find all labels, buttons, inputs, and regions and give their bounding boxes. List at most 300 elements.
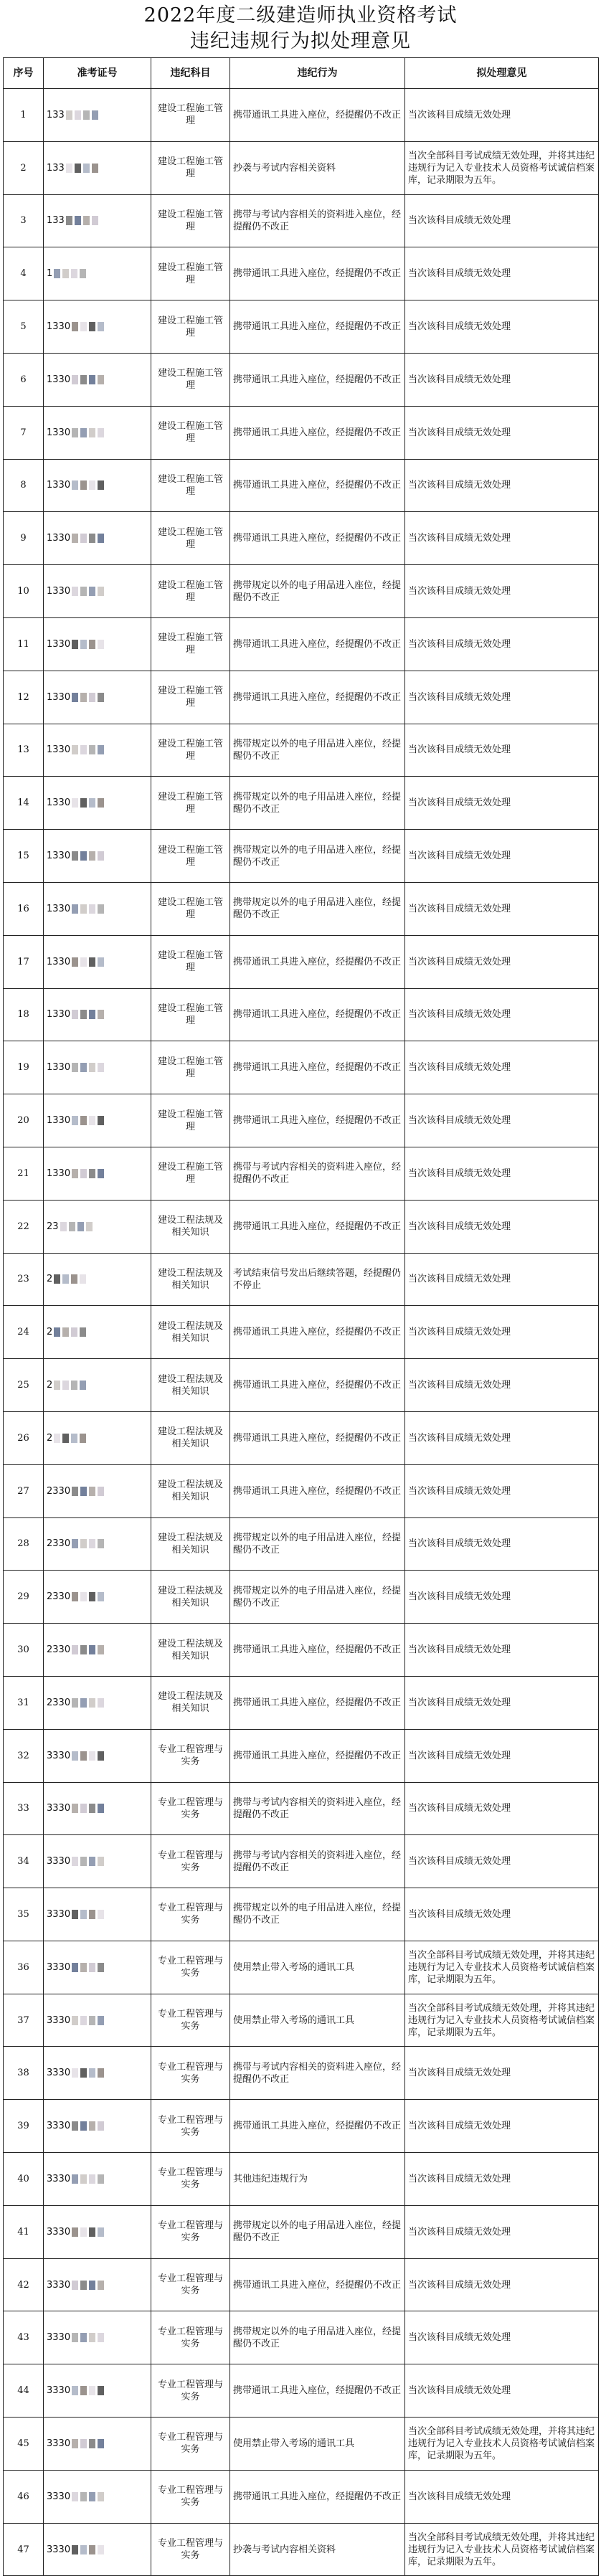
redaction-mask [72,956,106,968]
redaction-block [72,428,78,437]
redaction-block [89,1592,95,1601]
cell-subject: 建设工程法规及相关知识 [151,1253,230,1306]
cell-opinion: 当次该科目成绩无效处理 [405,1147,599,1200]
cell-no: 9 [4,512,44,565]
cell-subject: 建设工程法规及相关知识 [151,1200,230,1253]
redaction-block [80,2174,87,2184]
redaction-block [89,2281,95,2290]
cell-subject: 建设工程施工管理 [151,406,230,459]
exam-id-text: 2330 [47,1644,71,1655]
cell-behavior: 携带通讯工具进入座位，经提醒仍不改正 [230,1306,405,1359]
cell-no: 42 [4,2258,44,2311]
exam-id-text: 1330 [47,533,71,544]
redaction-block [72,798,78,808]
cell-subject: 建设工程法规及相关知识 [151,1676,230,1729]
redaction-mask [72,1802,106,1814]
cell-subject: 建设工程施工管理 [151,988,230,1041]
redaction-block [89,2386,95,2395]
redaction-block [80,1804,87,1813]
cell-behavior: 携带通讯工具进入座位，经提醒仍不改正 [230,988,405,1041]
redaction-mask [60,1221,95,1233]
redaction-block [66,164,72,173]
redaction-block [80,2068,87,2078]
redaction-block [80,1751,87,1761]
cell-opinion: 当次该科目成绩无效处理 [405,830,599,883]
exam-id-text: 2330 [47,1697,71,1708]
cell-behavior: 携带与考试内容相关的资料进入座位，经提醒仍不改正 [230,2047,405,2100]
table-row [4,1359,599,1412]
cell-no: 39 [4,2100,44,2153]
cell-exam-id [44,1782,151,1835]
cell-exam-id [44,300,151,354]
redaction-block [80,534,87,543]
exam-id-text: 1330 [47,903,71,914]
cell-behavior: 携带通讯工具进入座位，经提醒仍不改正 [230,1200,405,1253]
cell-no: 21 [4,1147,44,1200]
cell-exam-id [44,1306,151,1359]
cell-opinion: 当次该科目成绩无效处理 [405,1253,599,1306]
redaction-block [80,1010,87,1019]
cell-exam-id [44,2100,151,2153]
cell-exam-id [44,459,151,512]
redaction-mask [54,1432,88,1444]
table-row [4,2205,599,2258]
exam-id-text: 3330 [47,2014,71,2026]
redaction-mask [72,1538,106,1550]
cell-opinion: 当次该科目成绩无效处理 [405,512,599,565]
cell-no: 46 [4,2470,44,2523]
cell-no: 17 [4,935,44,988]
cell-behavior: 携带通讯工具进入座位，经提醒仍不改正 [230,935,405,988]
cell-behavior: 携带通讯工具进入座位，经提醒仍不改正 [230,89,405,142]
redaction-mask [72,321,106,333]
redaction-block [80,1539,87,1548]
cell-exam-id [44,1094,151,1147]
redaction-block [80,798,87,808]
redaction-block [72,1116,78,1125]
cell-no: 35 [4,1888,44,1941]
redaction-block [89,1751,95,1761]
redaction-block [89,1010,95,1019]
table-row [4,777,599,830]
redaction-block [62,1381,69,1390]
cell-subject: 建设工程施工管理 [151,565,230,618]
redaction-mask [72,2067,106,2079]
cell-no: 33 [4,1782,44,1835]
cell-no: 47 [4,2523,44,2576]
cell-no: 15 [4,830,44,883]
cell-no: 5 [4,300,44,354]
cell-no: 14 [4,777,44,830]
redaction-block [80,693,87,702]
redaction-block [72,1804,78,1813]
cell-no: 6 [4,353,44,406]
cell-subject: 建设工程施工管理 [151,459,230,512]
cell-behavior: 携带与考试内容相关的资料进入座位，经提醒仍不改正 [230,1782,405,1835]
cell-exam-id [44,1676,151,1729]
cell-exam-id [44,2418,151,2471]
redaction-block [72,1169,78,1178]
cell-behavior: 携带规定以外的电子用品进入座位，经提醒仍不改正 [230,565,405,618]
cell-opinion: 当次该科目成绩无效处理 [405,1464,599,1517]
cell-opinion: 当次该科目成绩无效处理 [405,247,599,300]
exam-id-text: 1330 [47,1009,71,1021]
redaction-block [80,480,87,490]
redaction-mask [54,267,88,280]
cell-opinion: 当次该科目成绩无效处理 [405,1888,599,1941]
cell-no: 37 [4,1994,44,2047]
cell-behavior: 使用禁止带入考场的通讯工具 [230,2418,405,2471]
cell-exam-id [44,724,151,777]
cell-subject: 建设工程施工管理 [151,882,230,935]
cell-behavior: 携带通讯工具进入座位，经提醒仍不改正 [230,2470,405,2523]
redaction-block [80,2121,87,2131]
redaction-block [98,851,104,861]
cell-subject: 专业工程管理与实务 [151,2258,230,2311]
redaction-mask [72,1114,106,1127]
exam-id-text: 1330 [47,427,71,438]
redaction-block [80,2016,87,2025]
redaction-block [72,2068,78,2078]
redaction-block [98,428,104,437]
cell-opinion: 当次该科目成绩无效处理 [405,89,599,142]
redaction-block [98,1592,104,1601]
table-row [4,1571,599,1624]
redaction-block [72,1539,78,1548]
cell-opinion: 当次全部科目考试成绩无效处理，并将其违纪违规行为记入专业技术人员资格考试诚信档案库，记录期限为五年。 [405,1941,599,1994]
cell-opinion: 当次该科目成绩无效处理 [405,1411,599,1464]
redaction-mask [72,1168,106,1180]
redaction-block [72,2281,78,2290]
cell-subject: 专业工程管理与实务 [151,1782,230,1835]
table-header-row [4,58,599,89]
cell-subject: 建设工程施工管理 [151,89,230,142]
redaction-block [80,851,87,861]
redaction-block [72,534,78,543]
redaction-block [89,1487,95,1496]
table-row [4,724,599,777]
cell-no: 16 [4,882,44,935]
redaction-block [72,904,78,914]
redaction-block [89,2121,95,2131]
cell-no: 32 [4,1729,44,1782]
redaction-block [98,2016,104,2025]
cell-no: 10 [4,565,44,618]
cell-opinion: 当次全部科目考试成绩无效处理，并将其违纪违规行为记入专业技术人员资格考试诚信档案库，记录期限为五年。 [405,2418,599,2471]
cell-exam-id [44,2047,151,2100]
cell-opinion: 当次该科目成绩无效处理 [405,2311,599,2364]
redaction-block [98,2492,104,2501]
table-row [4,2258,599,2311]
cell-subject: 建设工程施工管理 [151,141,230,194]
cell-behavior: 携带规定以外的电子用品进入座位，经提醒仍不改正 [230,1571,405,1624]
redaction-mask [54,1273,88,1285]
redaction-mask [72,2279,106,2291]
redaction-block [98,480,104,490]
redaction-block [98,534,104,543]
cell-opinion: 当次该科目成绩无效处理 [405,1729,599,1782]
table-row [4,89,599,142]
cell-behavior: 携带通讯工具进入座位，经提醒仍不改正 [230,247,405,300]
cell-subject: 建设工程施工管理 [151,1041,230,1094]
cell-exam-id [44,2523,151,2576]
cell-opinion: 当次该科目成绩无效处理 [405,2258,599,2311]
cell-exam-id [44,2205,151,2258]
table-row [4,2364,599,2418]
exam-id-text: 3330 [47,2385,71,2397]
redaction-block [71,1381,77,1390]
cell-exam-id [44,1041,151,1094]
cell-exam-id [44,1517,151,1571]
cell-subject: 建设工程施工管理 [151,247,230,300]
cell-exam-id [44,1888,151,1941]
redaction-block [89,1804,95,1813]
cell-exam-id [44,935,151,988]
cell-no: 26 [4,1411,44,1464]
redaction-block [89,2068,95,2078]
redaction-mask [72,744,106,756]
cell-exam-id [44,353,151,406]
cell-opinion: 当次该科目成绩无效处理 [405,1571,599,1624]
redaction-block [98,322,104,331]
cell-behavior: 携带规定以外的电子用品进入座位，经提醒仍不改正 [230,1888,405,1941]
redaction-mask [72,691,106,704]
cell-behavior: 携带规定以外的电子用品进入座位，经提醒仍不改正 [230,830,405,883]
redaction-block [89,2333,95,2342]
redaction-block [89,904,95,914]
cell-opinion: 当次该科目成绩无效处理 [405,1359,599,1412]
cell-no: 34 [4,1835,44,1888]
redaction-block [98,693,104,702]
redaction-mask [72,2120,106,2132]
redaction-block [98,2386,104,2395]
redaction-mask [72,2173,106,2185]
redaction-mask [72,850,106,862]
cell-opinion: 当次该科目成绩无效处理 [405,777,599,830]
redaction-mask [72,1908,106,1921]
redaction-block [80,1169,87,1178]
redaction-block [98,2545,104,2554]
cell-behavior: 携带通讯工具进入座位，经提醒仍不改正 [230,1624,405,1677]
redaction-mask [72,1008,106,1021]
redaction-block [75,216,81,225]
cell-opinion: 当次该科目成绩无效处理 [405,300,599,354]
cell-exam-id [44,671,151,724]
redaction-block [72,1698,78,1708]
exam-id-text: 3330 [47,2491,71,2502]
redaction-block [72,1910,78,1919]
redaction-mask [72,1855,106,1867]
redaction-mask [72,1750,106,1762]
cell-no: 1 [4,89,44,142]
redaction-block [80,1434,86,1443]
cell-no: 11 [4,617,44,671]
cell-no: 43 [4,2311,44,2364]
exam-id-text: 2 [47,1432,53,1444]
table-row [4,1041,599,1094]
table-row [4,1729,599,1782]
redaction-block [98,1963,104,1972]
cell-opinion: 当次该科目成绩无效处理 [405,1624,599,1677]
redaction-block [98,1751,104,1761]
redaction-block [71,1434,77,1443]
cell-subject: 建设工程法规及相关知识 [151,1517,230,1571]
cell-exam-id [44,1835,151,1888]
cell-behavior: 使用禁止带入考场的通讯工具 [230,1994,405,2047]
cell-opinion: 当次该科目成绩无效处理 [405,988,599,1041]
cell-no: 41 [4,2205,44,2258]
redaction-block [72,851,78,861]
cell-opinion: 当次该科目成绩无效处理 [405,1094,599,1147]
cell-opinion: 当次该科目成绩无效处理 [405,1306,599,1359]
redaction-block [80,957,87,967]
cell-no: 2 [4,141,44,194]
cell-exam-id [44,2470,151,2523]
redaction-block [80,1645,87,1654]
cell-behavior: 携带与考试内容相关的资料进入座位，经提醒仍不改正 [230,194,405,247]
cell-exam-id [44,988,151,1041]
redaction-mask [66,214,100,227]
redaction-block [80,640,87,649]
exam-id-text: 1330 [47,744,71,756]
cell-exam-id [44,617,151,671]
exam-id-text: 3330 [47,1908,71,1920]
exam-id-text: 1330 [47,1168,71,1179]
redaction-block [80,2439,87,2448]
cell-subject: 建设工程法规及相关知识 [151,1571,230,1624]
redaction-block [98,1063,104,1072]
cell-opinion: 当次该科目成绩无效处理 [405,1676,599,1729]
table-row [4,1994,599,2047]
redaction-block [62,1274,69,1284]
redaction-block [62,1434,69,1443]
cell-behavior: 携带与考试内容相关的资料进入座位，经提醒仍不改正 [230,1835,405,1888]
redaction-block [77,1222,84,1231]
redaction-block [72,587,78,596]
redaction-block [92,164,98,173]
redaction-block [89,851,95,861]
cell-behavior: 携带通讯工具进入座位，经提醒仍不改正 [230,459,405,512]
cell-subject: 建设工程施工管理 [151,300,230,354]
document-title: 2022年度二级建造师执业资格考试 [143,4,458,27]
cell-opinion: 当次该科目成绩无效处理 [405,935,599,988]
redaction-mask [72,2491,106,2503]
redaction-block [80,1116,87,1125]
cell-subject: 建设工程施工管理 [151,1094,230,1147]
redaction-block [80,1857,87,1866]
cell-opinion: 当次该科目成绩无效处理 [405,2205,599,2258]
redaction-block [98,745,104,754]
table-row [4,1676,599,1729]
redaction-block [98,1857,104,1866]
cell-no: 7 [4,406,44,459]
redaction-mask [72,2226,106,2238]
cell-subject: 专业工程管理与实务 [151,2523,230,2576]
redaction-block [72,1857,78,1866]
table-row [4,1464,599,1517]
redaction-block [62,269,69,278]
exam-id-text: 3330 [47,2068,71,2079]
redaction-block [89,1063,95,1072]
cell-opinion: 当次该科目成绩无效处理 [405,2100,599,2153]
cell-subject: 专业工程管理与实务 [151,1941,230,1994]
table-row [4,2100,599,2153]
redaction-block [98,1169,104,1178]
cell-behavior: 携带通讯工具进入座位，经提醒仍不改正 [230,512,405,565]
header-behavior: 违纪行为 [230,58,405,89]
cell-subject: 建设工程施工管理 [151,353,230,406]
redaction-mask [54,1379,88,1391]
redaction-block [71,1327,77,1337]
exam-id-text: 3330 [47,2121,71,2132]
redaction-block [89,640,95,649]
table-row [4,353,599,406]
redaction-block [72,2227,78,2237]
redaction-block [98,1645,104,1654]
redaction-block [80,904,87,914]
redaction-block [54,269,60,278]
exam-id-text: 3330 [47,1961,71,1973]
cell-behavior: 携带通讯工具进入座位，经提醒仍不改正 [230,353,405,406]
redaction-block [80,322,87,331]
redaction-block [72,2174,78,2184]
cell-exam-id [44,512,151,565]
redaction-block [72,1010,78,1019]
redaction-block [72,2121,78,2131]
redaction-block [83,216,90,225]
redaction-block [80,428,87,437]
header-no: 序号 [4,58,44,89]
redaction-block [89,1116,95,1125]
redaction-block [83,164,90,173]
cell-exam-id [44,1147,151,1200]
cell-opinion: 当次该科目成绩无效处理 [405,1835,599,1888]
redaction-block [83,110,90,120]
cell-exam-id [44,1571,151,1624]
cell-subject: 建设工程施工管理 [151,724,230,777]
exam-id-text: 1330 [47,374,71,385]
redaction-block [89,480,95,490]
redaction-block [89,2545,95,2554]
redaction-mask [72,1485,106,1497]
exam-id-text: 2 [47,1274,53,1285]
cell-subject: 建设工程施工管理 [151,777,230,830]
redaction-mask [72,1644,106,1656]
table-row [4,1624,599,1677]
cell-no: 31 [4,1676,44,1729]
redaction-block [72,640,78,649]
redaction-mask [72,427,106,439]
table-body [4,89,599,2576]
cell-behavior: 携带通讯工具进入座位，经提醒仍不改正 [230,2258,405,2311]
redaction-block [80,1274,86,1284]
redaction-block [86,1222,93,1231]
cell-behavior: 携带通讯工具进入座位，经提醒仍不改正 [230,1094,405,1147]
redaction-mask [72,1061,106,1074]
table-row [4,459,599,512]
table-row [4,300,599,354]
cell-opinion: 当次该科目成绩无效处理 [405,565,599,618]
redaction-block [98,587,104,596]
redaction-block [98,904,104,914]
cell-subject: 专业工程管理与实务 [151,2418,230,2471]
redaction-block [80,269,86,278]
table-row [4,1888,599,1941]
redaction-mask [72,1697,106,1709]
redaction-block [89,2016,95,2025]
redaction-block [80,2333,87,2342]
redaction-block [89,1169,95,1178]
